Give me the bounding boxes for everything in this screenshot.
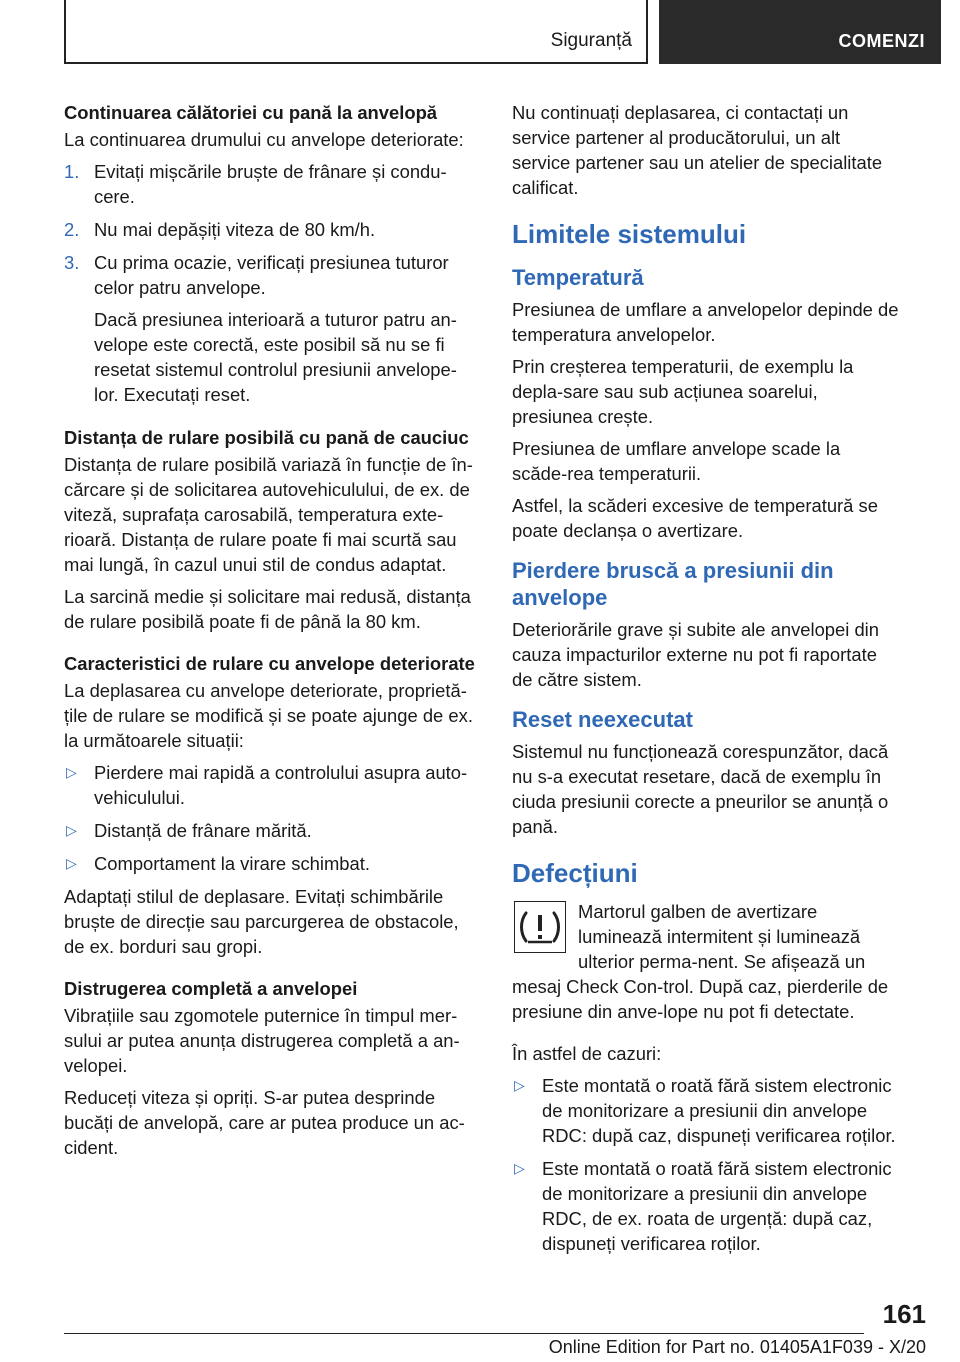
list-item: ▷ Este montată o roată fără sistem electronic de monitorizare a presiunii din anvelope RDC: după caz, dispuneți verificarea roților. [514,1075,896,1146]
steps-list [64,159,480,407]
heading-malfunctions: Defecțiuni [512,858,638,888]
heading-temperature: Temperatură [512,265,644,290]
triangle-bullet-icon: ▷ [66,855,77,871]
paragraph: Presiunea de umflare a anvelopelor depinde de temperatura anvelopelor. [512,299,899,345]
heading-sudden-pressure-loss: Pierdere bruscă a presiunii din anvelope [512,558,834,610]
warning-block [512,899,900,1024]
paragraph: Martorul galben de avertizare luminează intermitent și luminează ulterior perma-nent. Se afișează un mesaj Check Con-trol. După caz, pierderile de presiune din anve-lope nu pot fi detectate. [512,901,889,1022]
paragraph: Distanța de rulare posibilă variază în funcție de în-cărcare și de solicitarea autovehiculului, de ex. de viteză, suprafața carosabilă, temperatura exte-rioară. Distanța de rulare poate fi mai scurtă sau mai lungă, în cazul unui stil de condus adaptat. [64,454,473,575]
list-item: ▷ Pierdere mai rapidă a controlului asupra auto-vehiculului. [66,762,468,808]
triangle-bullet-icon: ▷ [66,822,77,838]
list-item: 1. Evitați mișcările bruște de frânare și condu-cere. [64,161,447,207]
paragraph: În astfel de cazuri: [512,1043,662,1064]
list-item: ▷ Este montată o roată fără sistem electronic de monitorizare a presiunii din anvelope RDC, de ex. roata de urgență: după caz, dispuneți verificarea roților. [514,1158,892,1254]
page-number: 161 [882,1299,926,1329]
paragraph: Deteriorările grave și subite ale anvelopei din cauza impacturilor externe nu pot fi raportate de către sistem. [512,619,879,690]
heading-possible-distance: Distanța de rulare posibilă cu pană de cauciuc [64,427,469,448]
paragraph: Reduceți viteza și opriți. S-ar putea desprinde bucăți de anvelopă, care ar putea produce un ac-cident. [64,1087,465,1158]
paragraph: Vibrațiile sau zgomotele puternice în timpul mer-sului ar putea anunța distrugerea completă a an-velopei. [64,1005,460,1076]
paragraph: Prin creșterea temperaturii, de exemplu la depla-sare sau sub acțiunea soarelui, presiunea crește. [512,356,854,427]
paragraph: Adaptați stilul de deplasare. Evitați schimbările bruște de direcție sau parcurgerea de obstacole, de ex. borduri sau gropi. [64,886,459,957]
heading-system-limits: Limitele sistemului [512,219,747,249]
list-item: 3. Cu prima ocazie, verificați presiunea tuturor celor patru anvelope. Dacă presiunea interioară a tuturor patru an-velope este corectă, este posibil să nu se fi resetat sistemul controlul presiunii anvelope-lor. Executați reset. [64,250,480,407]
cases-list [512,1073,900,1256]
paragraph: Presiunea de umflare anvelope scade la scăde-rea temperaturii. [512,438,841,484]
heading-driving-characteristics: Caracteristici de rulare cu anvelope deteriorate [64,653,475,674]
characteristics-list [64,760,480,876]
paragraph: La deplasarea cu anvelope deteriorate, proprietă-țile de rulare se modifică și se poate ajunge de ex. la următoarele situații: [64,680,473,751]
triangle-bullet-icon: ▷ [514,1077,525,1093]
heading-reset-not-performed: Reset neexecutat [512,707,693,732]
paragraph: La sarcină medie și solicitare mai redusă, distanța de rulare posibilă poate fi de până la 80 km. [64,586,471,632]
heading-tire-destruction: Distrugerea completă a anvelopei [64,978,358,999]
heading-continue-driving: Continuarea călătoriei cu pană la anvelopă [64,102,438,123]
left-column [64,100,480,1167]
chapter-tab: COMENZI [838,31,925,51]
tire-pressure-warning-icon [514,901,566,953]
paragraph: Nu continuați deplasarea, ci contactați un service partener al producătorului, un alt service partener sau un atelier de specialitate calificat. [512,102,883,198]
header-tab-box [659,0,941,64]
right-column [512,100,900,1264]
paragraph: Astfel, la scăderi excesive de temperatură se poate declanșa o avertizare. [512,495,878,541]
footer-divider [64,1333,864,1334]
list-item: 2. Nu mai depășiți viteza de 80 km/h. [64,219,376,240]
header-section-box [64,0,648,64]
triangle-bullet-icon: ▷ [514,1160,525,1176]
triangle-bullet-icon: ▷ [66,764,77,780]
paragraph: La continuarea drumului cu anvelope deteriorate: [64,129,464,150]
list-item: ▷ Comportament la virare schimbat. [66,853,370,874]
paragraph: Sistemul nu funcționează corespunzător, dacă nu s-a executat resetare, dacă de exemplu în ciuda presiunii corecte a pneurilor se anunță o pană. [512,741,889,837]
footer-edition: Online Edition for Part no. 01405A1F039 - X/20 [548,1337,926,1357]
step-note: Dacă presiunea interioară a tuturor patru an-velope este corectă, este posibil să nu se fi resetat sistemul controlul presiunii anvelope-lor. Executați reset. [94,309,457,405]
section-title: Siguranță [550,30,632,51]
list-item: ▷ Distanță de frânare mărită. [66,820,312,841]
